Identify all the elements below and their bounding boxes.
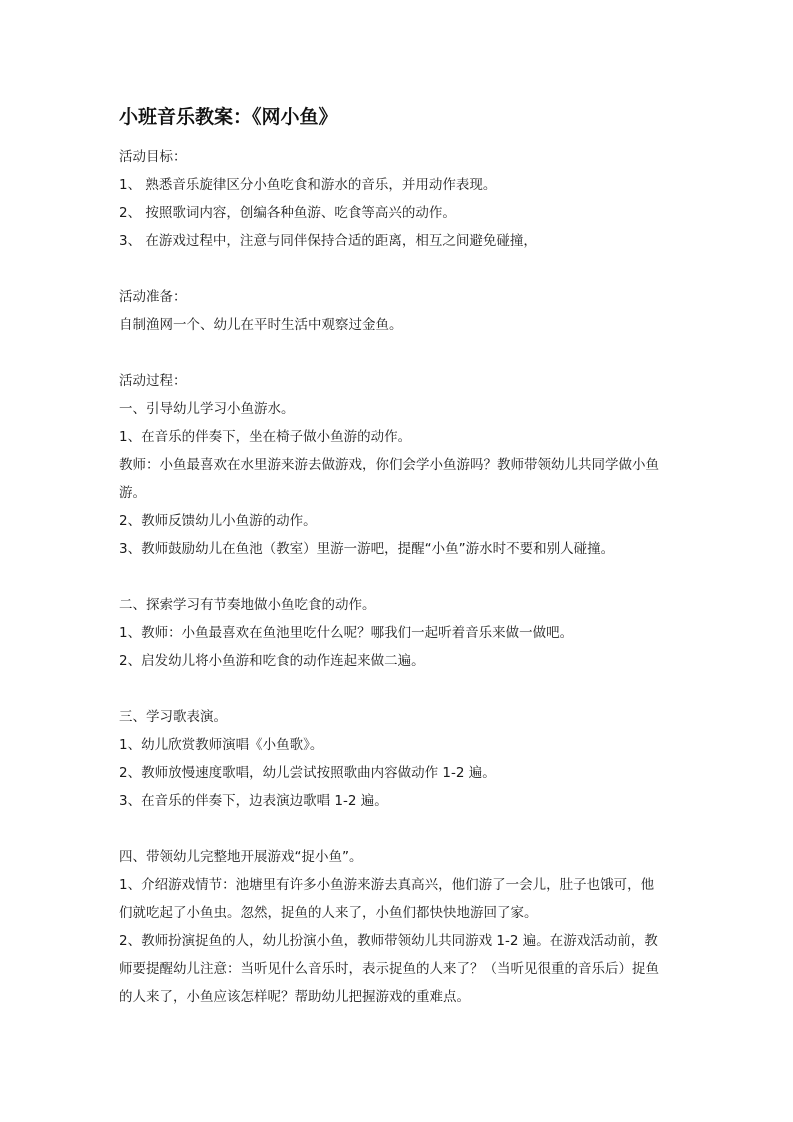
part1-line-3: 游。 [119,485,146,501]
part4-line-4: 师要提醒幼儿注意：当听见什么音乐时，表示捉鱼的人来了？（当听见很重的音乐后）捉鱼 [119,961,659,977]
goal-item-1: 1、 熟悉音乐旋律区分小鱼吃食和游水的音乐，并用动作表现。 [119,177,497,193]
part4-line-5: 的人来了，小鱼应该怎样呢？帮助幼儿把握游戏的重难点。 [119,989,470,1005]
part2-heading: 二、探索学习有节奏地做小鱼吃食的动作。 [119,597,376,613]
part3-line-1: 1、幼儿欣赏教师演唱《小鱼歌》。 [119,737,324,753]
part2-line-2: 2、启发幼儿将小鱼游和吃食的动作连起来做二遍。 [119,653,425,669]
part4-line-2: 们就吃起了小鱼虫。忽然，捉鱼的人来了，小鱼们都快快地游回了家。 [119,905,538,921]
part4-heading: 四、带领幼儿完整地开展游戏“捉小鱼”。 [119,849,363,865]
part1-heading: 一、引导幼儿学习小鱼游水。 [119,401,295,417]
part1-line-2: 教师：小鱼最喜欢在水里游来游去做游戏，你们会学小鱼游吗？教师带领幼儿共同学做小鱼 [119,457,659,473]
part1-line-5: 3、教师鼓励幼儿在鱼池（教室）里游一游吧，提醒“小鱼”游水时不要和别人碰撞。 [119,541,615,557]
goals-heading: 活动目标： [119,149,187,165]
part3-line-3: 3、在音乐的伴奏下，边表演边歌唱 1-2 遍。 [119,793,388,809]
part1-line-1: 1、在音乐的伴奏下，坐在椅子做小鱼游的动作。 [119,429,412,445]
part1-line-4: 2、教师反馈幼儿小鱼游的动作。 [119,513,317,529]
part3-heading: 三、学习歌表演。 [119,709,227,725]
part2-line-1: 1、教师：小鱼最喜欢在鱼池里吃什么呢？哪我们一起听着音乐来做一做吧。 [119,625,574,641]
goal-item-2: 2、 按照歌词内容，创编各种鱼游、吃食等高兴的动作。 [119,205,456,221]
preparation-heading: 活动准备： [119,289,187,305]
goal-item-3: 3、 在游戏过程中，注意与同伴保持合适的距离，相互之间避免碰撞， [119,233,537,249]
process-heading: 活动过程： [119,373,187,389]
part4-line-1: 1、介绍游戏情节：池塘里有许多小鱼游来游去真高兴，他们游了一会儿，肚子也饿可，他 [119,877,655,893]
document-title: 小班音乐教案：《网小鱼》 [119,106,338,128]
part3-line-2: 2、教师放慢速度歌唱，幼儿尝试按照歌曲内容做动作 1-2 遍。 [119,765,496,781]
part4-line-3: 2、教师扮演捉鱼的人，幼儿扮演小鱼，教师带领幼儿共同游戏 1-2 遍。在游戏活动前，教 [119,933,658,949]
preparation-text: 自制渔网一个、幼儿在平时生活中观察过金鱼。 [119,317,403,333]
